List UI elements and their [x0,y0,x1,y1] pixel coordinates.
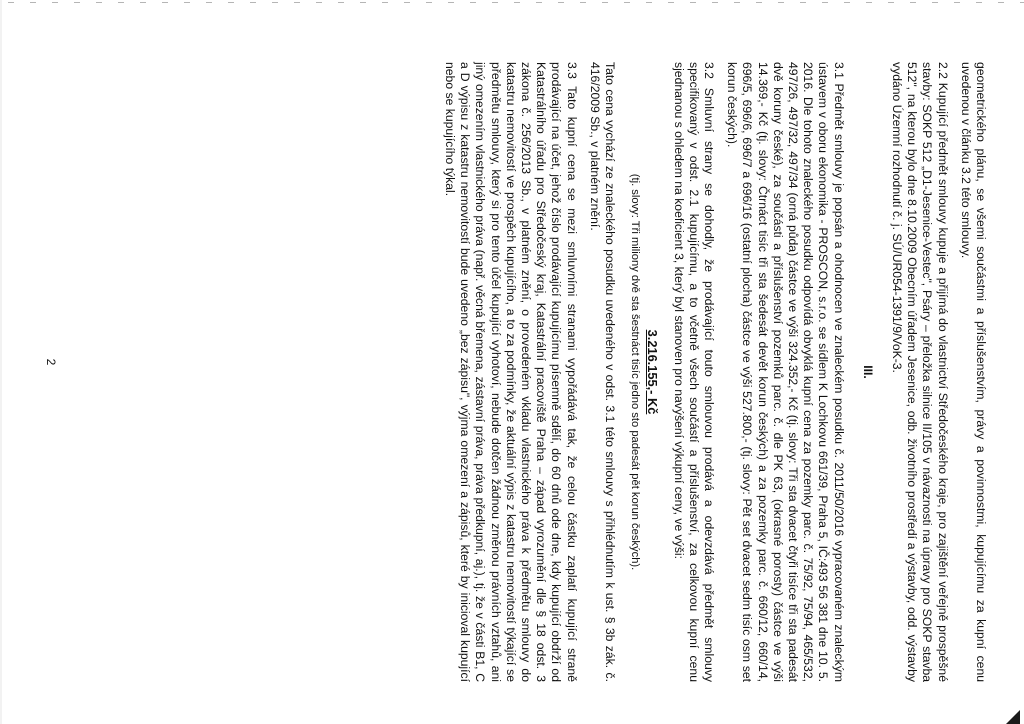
paragraph-3-2: 3.2 Smluvní strany se dohodly, že prodávající touto smlouvou prodává a odevzdává předmět smlouvy specifikovaný v odst. 2.1 kupujícímu, a to včetně všech součástí a příslušenství, za celkovou kupní cenu sjednanou s ohledem na koeficient 3, který byl stanoven pro navýšení výkupní ceny, ve výši: [671,62,716,682]
scan-edge-line [2,2,1024,3]
page-number: 2 [44,358,58,366]
scanned-page [2,0,1024,724]
paragraph-2-2: 2.2 Kupující předmět smlouvy kupuje a přijímá do vlastnictví Středočeského kraje, pro zajištění veřejně prospěšné stavby: SOKP 512 „D1-Jesenice-Vestec", Psáry – přeložka silnice II/105 v návaznosti na úpravy pro SOKP stavba 512", na kterou bylo dne 8.10.2009 Obecním úřadem Jesenice, odb. životního prostředí a výstavby, odd. výstavby vydáno Územní rozhodnutí č. j. SÚ/UR054-1391/9/VoK-3. [889,62,950,682]
section-heading: III. [860,365,875,379]
paragraph-continuation: geometrického plánu, se všemi součástmi a příslušenstvím, právy a povinnostmi, kupujícímu za kupní cenu uvedenou v článku 3.2 této smlouvy. [958,62,988,682]
paragraph-3-3: 3.3 Tato kupní cena se mezi smluvními stranami vypořádává tak, že celou částku zaplatí kupující straně prodávající na účet, jehož číslo prodávající kupujícímu písemně sdělí, do 60 dnů ode dne, kdy kupující obdrží od Katastrálního úřadu pro Středočeský kraj, Katastrální pracoviště Praha – západ vyrozumění dle § 18 odst. 3 zákona č. 256/2013 Sb., v platném znění, o provedeném vkladu vlastnického práva k předmětu smlouvy do katastru nemovitostí ve prospěch kupujícího, a to za podmínky, že aktuální výpis z katastru nemovitostí týkající se předmětu smlouvy, který si pro tento účel kupující vyhotoví, nebude dotčen žádnou změnou právních vztahů, ani jiný omezením vlastnického práva (např. věcná břemena, zástavní práva, práva předkupní, aj.), tj. že v části B1, C a D výpisu z katastru nemovitostí bude uvedeno „bez zápisu", výjma omezení a zápisů, které by inicioval kupující nebo se kupujícího týkal. [442,62,579,682]
total-amount: 3.216.155,- Kč [645,329,661,415]
amount-line [644,62,660,682]
amount-in-words: (tj. slovy: Tři miliony dvě sta šestnáct tisíc jedno sto padesát pět korun českých). [629,173,642,571]
paragraph-price-basis: Tato cena vychází ze znaleckého posudku uvedeného v odst. 3.1 této smlouvy s přihlédnutím k ust. § 3b zák. č. 416/2009 Sb., v platném znění. [587,62,617,682]
corner-mark [1002,710,1020,724]
paragraph-3-1: 3.1 Předmět smlouvy je popsán a ohodnocen ve znaleckém posudku č. 2011/50/2016 vypracovaném znaleckým ústavem v oboru ekonomika - PROSCON, s.r.o. se sídlem K Lochkovu 661/39, Praha 5, IČ:493 56 381 dne 10. 5. 2016. Dle tohoto znaleckého posudku odpovídá obvyklá kupní cena za pozemky parc. č. 75/92, 75/94, 465/532, 497/26, 497/32, 497/34 (orná půda) částce ve výši 324.352,- Kč (tj. slovy: Tři sta dvacet čtyři tisíce tři sta padesát dvě koruny české), za součásti a příslušenství pozemků parc. č. dle PK 63, (okrasné porosty) částce ve výši 14.369,- Kč (tj. slovy: Čtrnáct tisíc tři sta šedesát devět korun českých) a za pozemky parc. č. 660/12, 660/14, 696/5, 696/6, 696/7 a 696/16 (ostatní plocha) částce ve výši 527.800,- (tj. slovy: Pět set dvacet sedm tisíc osm set korun českých). [725,62,846,682]
page-content [434,62,988,682]
